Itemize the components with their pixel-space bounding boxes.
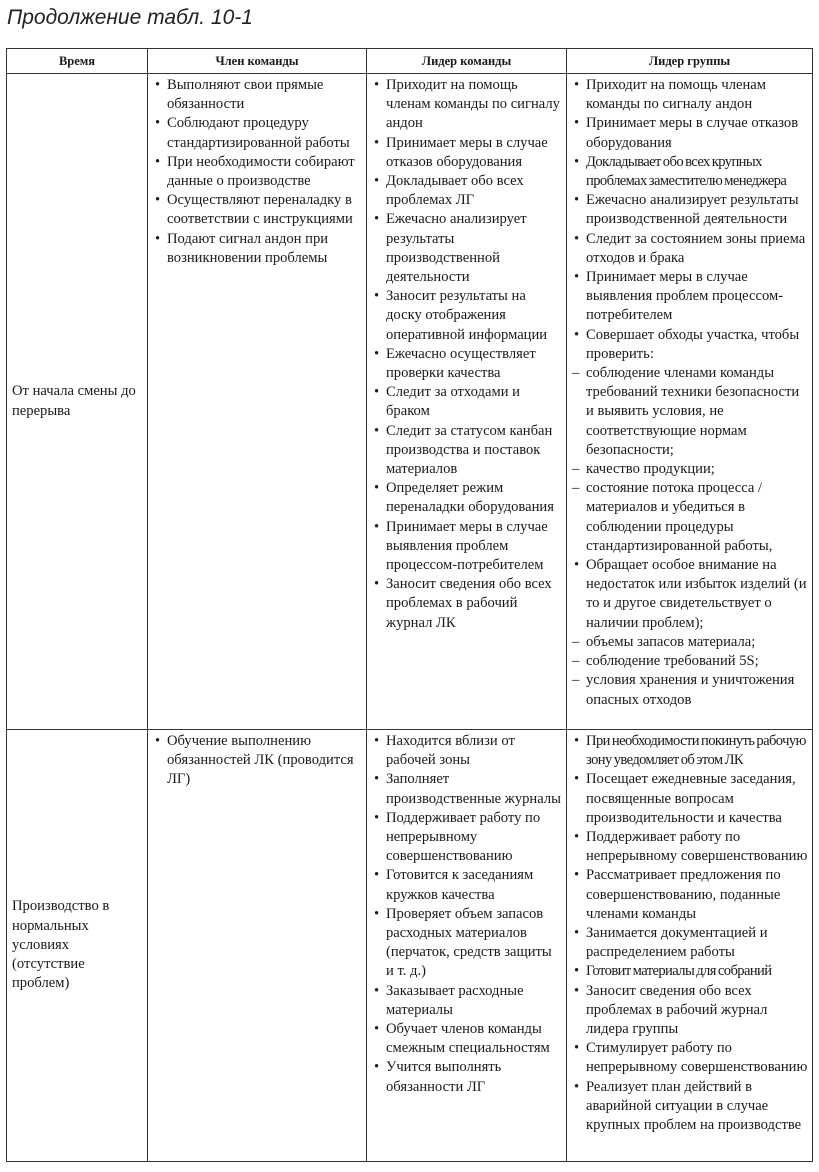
list-item: • Докладывает обо всех проблемах ЛГ bbox=[372, 172, 562, 210]
list-item: • Приходит на помощь членам команды по сигналу андон bbox=[572, 76, 808, 114]
list-item: • Заполняет производственные журналы bbox=[372, 770, 562, 808]
table-row bbox=[7, 74, 813, 730]
list-item: • Находится вблизи от рабочей зоны bbox=[372, 732, 562, 770]
list-item: • Заказывает расходные материалы bbox=[372, 982, 562, 1020]
list-item: • Принимает меры в случае выявления проблем процессом-потребителем bbox=[372, 518, 562, 576]
header-time: Время bbox=[7, 49, 148, 74]
team-member-cell bbox=[148, 74, 367, 730]
list-item: • Ежечасно осуществляет проверки качества bbox=[372, 345, 562, 383]
list-item: • При необходимости покинуть рабочую зону уведомляет об этом ЛК bbox=[572, 732, 808, 770]
dash-item: – условия хранения и уничтожения опасных отходов bbox=[572, 671, 808, 709]
list-item: • Следит за отходами и браком bbox=[372, 383, 562, 421]
list-item: • Обучает членов команды смежным специальностям bbox=[372, 1020, 562, 1058]
dash-item: – объемы запасов материала; bbox=[572, 633, 808, 652]
list-item: • Ежечасно анализирует результаты производственной деятельности bbox=[572, 191, 808, 229]
list-item: • Поддерживает работу по непрерывному совершенствованию bbox=[372, 809, 562, 867]
table-caption: Продолжение табл. 10-1 bbox=[7, 6, 253, 29]
header-team-member: Член команды bbox=[148, 49, 367, 74]
dash-item: – качество продукции; bbox=[572, 460, 808, 479]
dash-item: – состояние потока процесса / материалов и убедиться в соблюдении процедуры стандартизированной работы, bbox=[572, 479, 808, 556]
list-item: • При необходимости собирают данные о производстве bbox=[153, 153, 362, 191]
list-item: • Проверяет объем запасов расходных материалов (перчаток, средств защиты и т. д.) bbox=[372, 905, 562, 982]
list-item: • Занимается документацией и распределением работы bbox=[572, 924, 808, 962]
list-item: • Ежечасно анализирует результаты производственной деятельности bbox=[372, 210, 562, 287]
list-item: • Реализует план действий в аварийной ситуации в случае крупных проблем на производстве bbox=[572, 1078, 808, 1136]
list-item: • Подают сигнал андон при возникновении проблемы bbox=[153, 230, 362, 268]
list-item: • Заносит сведения обо всех проблемах в рабочий журнал лидера группы bbox=[572, 982, 808, 1040]
dash-item: – соблюдение членами команды требований техники безопасности и выявить условия, не соответствующие нормам безопасности; bbox=[572, 364, 808, 460]
list-item: • Совершает обходы участка, чтобы проверить: bbox=[572, 326, 808, 364]
list-item: • Посещает ежедневные заседания, посвященные вопросам производительности и качества bbox=[572, 770, 808, 828]
list-item: • Заносит сведения обо всех проблемах в рабочий журнал ЛК bbox=[372, 575, 562, 633]
list-item: • Соблюдают процедуру стандартизированной работы bbox=[153, 114, 362, 152]
list-item: • Рассматривает предложения по совершенствованию, поданные членами команды bbox=[572, 866, 808, 924]
list-item: • Обращает особое внимание на недостаток или избыток изделий (и то и другое свидетельствует о наличии проблем); bbox=[572, 556, 808, 633]
list-item: • Определяет режим переналадки оборудования bbox=[372, 479, 562, 517]
list-item: • Учится выполнять обязанности ЛГ bbox=[372, 1058, 562, 1096]
header-team-leader: Лидер команды bbox=[367, 49, 567, 74]
team-member-cell bbox=[148, 730, 367, 1162]
list-item: • Следит за состоянием зоны приема отходов и брака bbox=[572, 230, 808, 268]
time-cell: От начала смены до перерыва bbox=[7, 74, 148, 730]
team-leader-cell bbox=[367, 730, 567, 1162]
list-item: • Поддерживает работу по непрерывному совершенствованию bbox=[572, 828, 808, 866]
list-item: • Выполняют свои прямые обязанности bbox=[153, 76, 362, 114]
group-leader-cell bbox=[567, 730, 813, 1162]
table-row bbox=[7, 730, 813, 1162]
responsibilities-table bbox=[6, 48, 813, 1162]
list-item: • Принимает меры в случае выявления проблем процессом-потребителем bbox=[572, 268, 808, 326]
team-leader-cell bbox=[367, 74, 567, 730]
list-item: • Принимает меры в случае отказов оборудования bbox=[372, 134, 562, 172]
group-leader-cell bbox=[567, 74, 813, 730]
list-item: • Следит за статусом канбан производства и поставок материалов bbox=[372, 422, 562, 480]
header-group-leader: Лидер группы bbox=[567, 49, 813, 74]
time-cell: Производство в нормальных условиях (отсутствие проблем) bbox=[7, 730, 148, 1162]
list-item: • Докладывает обо всех крупных проблемах заместителю менеджера bbox=[572, 153, 808, 191]
list-item: • Стимулирует работу по непрерывному совершенствованию bbox=[572, 1039, 808, 1077]
list-item: • Готовится к заседаниям кружков качества bbox=[372, 866, 562, 904]
header-row bbox=[7, 49, 813, 74]
list-item: • Готовит материалы для собраний bbox=[572, 962, 808, 981]
dash-item: – соблюдение требований 5S; bbox=[572, 652, 808, 671]
list-item: • Обучение выполнению обязанностей ЛК (проводится ЛГ) bbox=[153, 732, 362, 790]
list-item: • Принимает меры в случае отказов оборудования bbox=[572, 114, 808, 152]
list-item: • Осуществляют переналадку в соответствии с инструкциями bbox=[153, 191, 362, 229]
list-item: • Приходит на помощь членам команды по сигналу андон bbox=[372, 76, 562, 134]
list-item: • Заносит результаты на доску отображения оперативной информации bbox=[372, 287, 562, 345]
